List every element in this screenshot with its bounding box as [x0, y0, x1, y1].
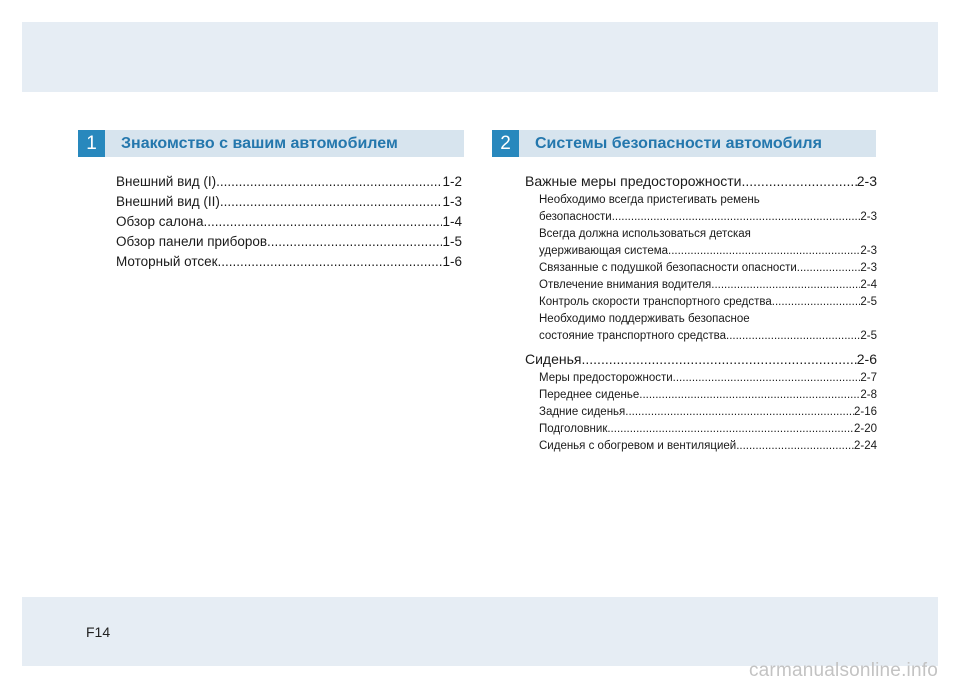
toc-leader-dots: [741, 171, 856, 192]
toc-leader-dots: [797, 260, 861, 277]
toc-entry-label: Внешний вид (II): [116, 194, 220, 209]
section-2-number: 2: [492, 130, 519, 157]
toc-entry-label: Моторный отсек: [116, 254, 218, 269]
toc-sub-entry[interactable]: [525, 370, 877, 387]
toc-entry-label: безопасности: [539, 211, 612, 223]
toc-leader-dots: [607, 421, 854, 438]
toc-sub-entry[interactable]: [525, 260, 877, 277]
toc-entry-page: 1-6: [442, 254, 462, 269]
toc-sub-entry-line[interactable]: Необходимо поддерживать безопасное: [539, 313, 750, 325]
toc-leader-dots: [668, 243, 860, 260]
toc-leader-dots: [612, 209, 861, 226]
toc-entry-page: 2-5: [860, 330, 877, 342]
toc-entry-label: Важные меры предосторожности: [525, 173, 742, 189]
toc-entry-label: Задние сиденья: [539, 406, 626, 418]
toc-main-entry[interactable]: [525, 349, 877, 370]
toc-entry-page: 1-2: [442, 174, 462, 189]
toc-leader-dots: [673, 370, 861, 387]
toc-sub-entry[interactable]: [525, 294, 877, 311]
toc-sub-entry[interactable]: [525, 421, 877, 438]
toc-entry-page: 2-16: [853, 406, 877, 418]
toc-entry-label: Меры предосторожности: [539, 372, 673, 384]
toc-entry-page: 2-3: [860, 245, 877, 257]
toc-main-entry[interactable]: [525, 171, 877, 192]
toc-entry-label: состояние транспортного средства: [539, 330, 727, 342]
toc-leader-dots: [204, 212, 443, 232]
toc-entry-page: 2-5: [860, 296, 877, 308]
toc-leader-dots: [218, 252, 443, 272]
section-2-title: Системы безопасности автомобиля: [535, 135, 822, 152]
watermark: carmanualsonline.info: [748, 660, 938, 681]
toc-leader-dots: [736, 438, 854, 455]
toc-entry-page: 2-24: [853, 440, 877, 452]
toc-entry-label: Обзор салона: [116, 214, 204, 229]
toc-entry-label: Контроль скорости транспортного средства: [539, 296, 772, 308]
toc-entry-page: 2-3: [860, 211, 877, 223]
toc-sub-entry[interactable]: [525, 404, 877, 421]
toc-entry-label: удерживающая система: [539, 245, 669, 257]
toc-entry-label: Подголовник: [539, 423, 608, 435]
page-code: F14: [86, 624, 111, 640]
toc-entry-label: Связанные с подушкой безопасности опасности: [539, 262, 797, 274]
toc-entry[interactable]: [116, 172, 462, 192]
toc-sub-entry[interactable]: [525, 438, 877, 455]
toc-entry[interactable]: [116, 232, 462, 252]
toc-sub-entry[interactable]: [525, 243, 877, 260]
footer-band: [22, 597, 938, 666]
toc-entry[interactable]: [116, 192, 462, 212]
toc-entry-label: Переднее сиденье: [539, 389, 640, 401]
toc-leader-dots: [625, 404, 854, 421]
section-1-toc: [116, 172, 462, 272]
toc-entry-page: 2-3: [860, 262, 877, 274]
toc-sub-entry-line[interactable]: Необходимо всегда пристегивать ремень: [539, 194, 760, 206]
toc-entry-page: 1-5: [442, 234, 462, 249]
toc-sub-entry[interactable]: [525, 277, 877, 294]
toc-entry-label: Внешний вид (I): [116, 174, 217, 189]
toc-entry-label: Сиденья с обогревом и вентиляцией: [539, 440, 737, 452]
toc-leader-dots: [216, 172, 442, 192]
toc-entry-page: 1-4: [442, 214, 462, 229]
toc-entry-page: 1-3: [442, 194, 462, 209]
section-1-header: [78, 130, 464, 157]
toc-leader-dots: [582, 349, 857, 370]
toc-sub-entry-line[interactable]: Всегда должна использоваться детская: [539, 228, 751, 240]
toc-entry-page: 2-6: [856, 351, 877, 367]
toc-leader-dots: [220, 192, 443, 212]
toc-entry-page: 2-4: [860, 279, 877, 291]
toc-entry[interactable]: [116, 212, 462, 232]
toc-sub-entry[interactable]: [525, 328, 877, 345]
toc-entry-page: 2-3: [856, 173, 877, 189]
toc-leader-dots: [267, 232, 442, 252]
toc-entry-page: 2-20: [853, 423, 877, 435]
toc-entry-label: Отвлечение внимания водителя: [539, 279, 712, 291]
section-1-title: Знакомство с вашим автомобилем: [121, 135, 398, 152]
section-2-toc: [525, 171, 877, 455]
header-band: [22, 22, 938, 92]
toc-entry-label: Сиденья: [525, 351, 582, 367]
toc-leader-dots: [639, 387, 860, 404]
toc-leader-dots: [772, 294, 861, 311]
toc-entry-page: 2-7: [860, 372, 877, 384]
toc-leader-dots: [711, 277, 860, 294]
toc-sub-entry[interactable]: [525, 387, 877, 404]
toc-entry[interactable]: [116, 252, 462, 272]
toc-entry-page: 2-8: [860, 389, 877, 401]
toc-sub-entry[interactable]: [525, 209, 877, 226]
toc-entry-label: Обзор панели приборов: [116, 234, 268, 249]
section-1-number: 1: [78, 130, 105, 157]
section-2-header: [492, 130, 876, 157]
toc-leader-dots: [726, 328, 860, 345]
